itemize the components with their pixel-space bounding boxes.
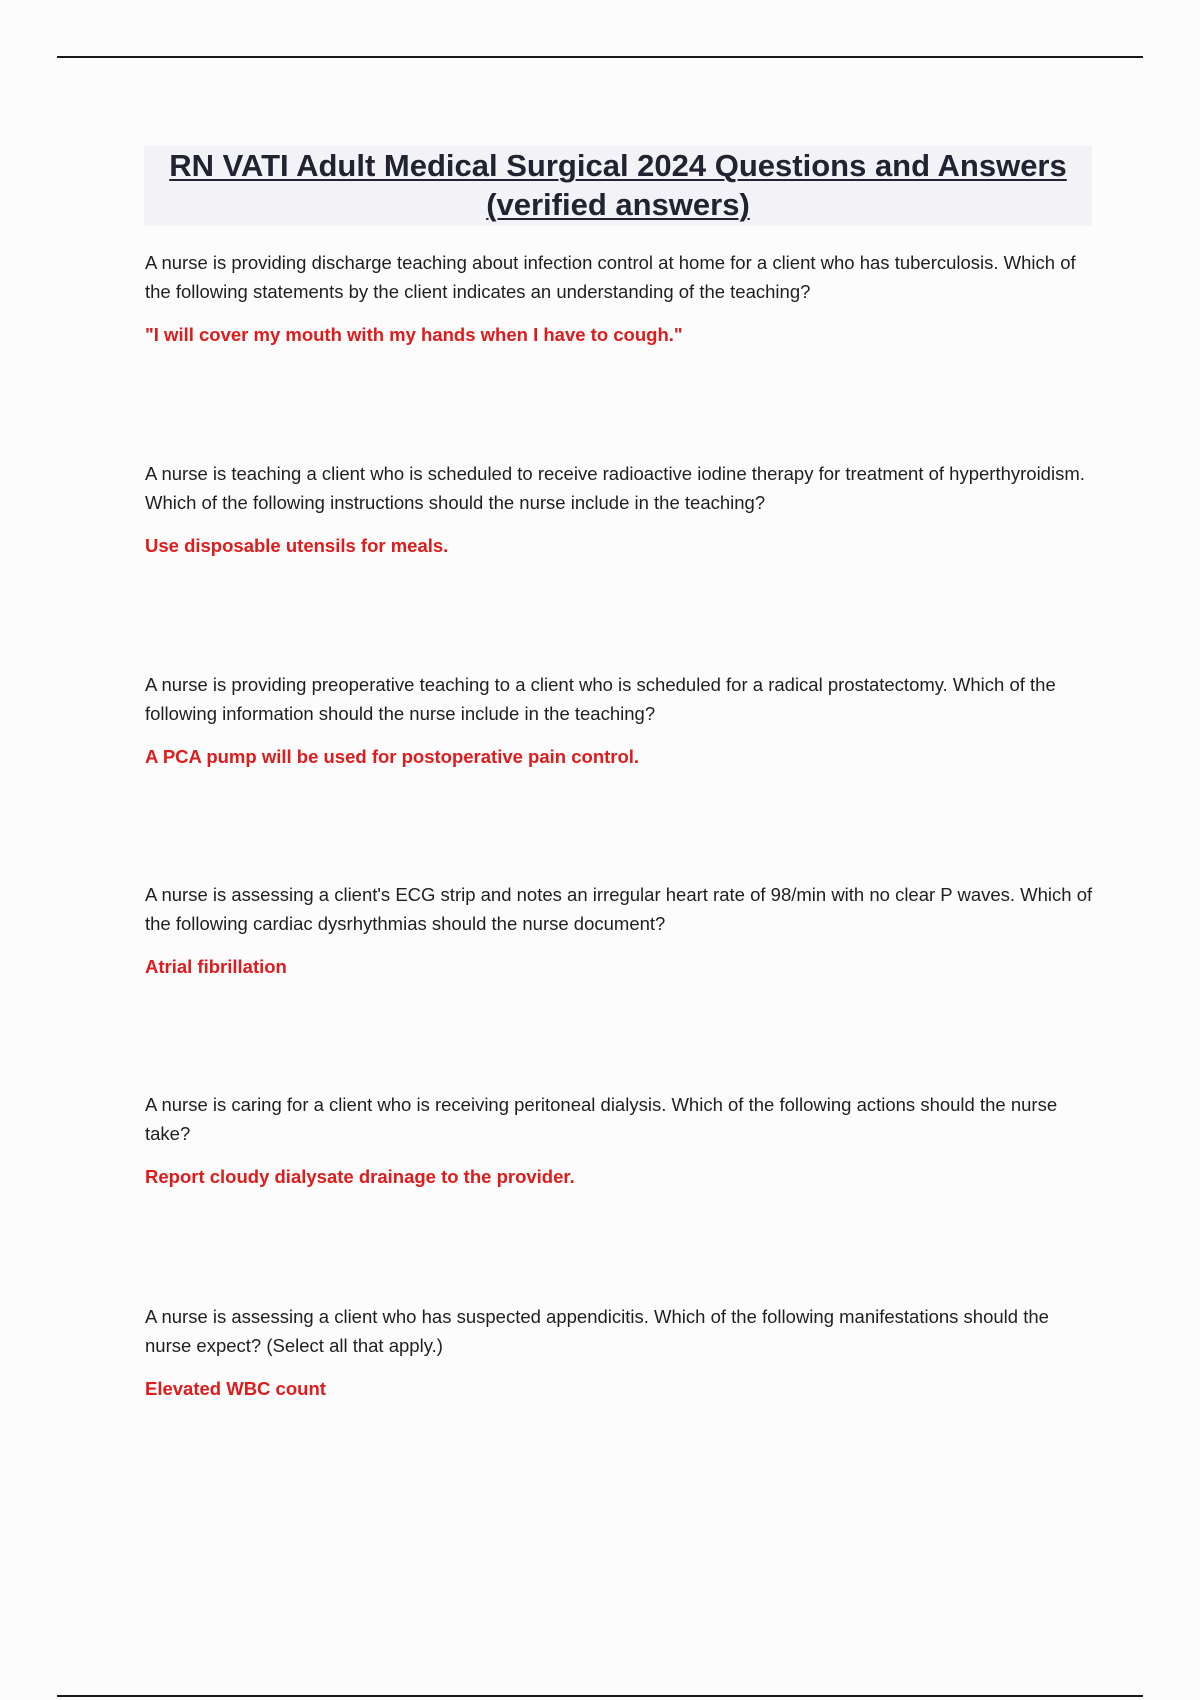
answer-text: Report cloudy dialysate drainage to the provider.	[145, 1166, 575, 1187]
answer-text: Use disposable utensils for meals.	[145, 535, 449, 556]
question-text: A nurse is caring for a client who is receiving peritoneal dialysis. Which of the following actions should the nurse take?	[145, 1094, 1058, 1144]
answer-text: Atrial fibrillation	[145, 956, 287, 977]
qa-item-3	[145, 670, 1095, 770]
qa-item-1	[145, 248, 1095, 348]
answer-text: Elevated WBC count	[145, 1378, 326, 1399]
document-title	[144, 146, 1092, 226]
qa-item-2	[145, 459, 1095, 559]
top-rule	[57, 56, 1143, 58]
question-text: A nurse is assessing a client's ECG strip and notes an irregular heart rate of 98/min with no clear P waves. Which of the following cardiac dysrhythmias should the nurse document?	[145, 884, 1093, 934]
title-line-1: RN VATI Adult Medical Surgical 2024 Questions and Answers	[169, 148, 1067, 183]
title-line-2: (verified answers)	[486, 187, 750, 222]
question-text: A nurse is assessing a client who has suspected appendicitis. Which of the following manifestations should the nurse expect? (Select all that apply.)	[145, 1306, 1049, 1356]
answer-text: "I will cover my mouth with my hands when I have to cough."	[145, 324, 683, 345]
bottom-rule	[57, 1695, 1143, 1697]
question-text: A nurse is providing discharge teaching about infection control at home for a client who has tuberculosis. Which of the following statements by the client indicates an understanding of the teaching?	[145, 252, 1076, 302]
qa-item-5	[145, 1090, 1095, 1190]
qa-item-6	[145, 1302, 1095, 1402]
answer-text: A PCA pump will be used for postoperative pain control.	[145, 746, 640, 767]
question-text: A nurse is providing preoperative teaching to a client who is scheduled for a radical prostatectomy. Which of the following information should the nurse include in the teaching?	[145, 674, 1056, 724]
qa-item-4	[145, 880, 1095, 980]
question-text: A nurse is teaching a client who is scheduled to receive radioactive iodine therapy for treatment of hyperthyroidism. Which of the following instructions should the nurse include in the teaching?	[145, 463, 1085, 513]
